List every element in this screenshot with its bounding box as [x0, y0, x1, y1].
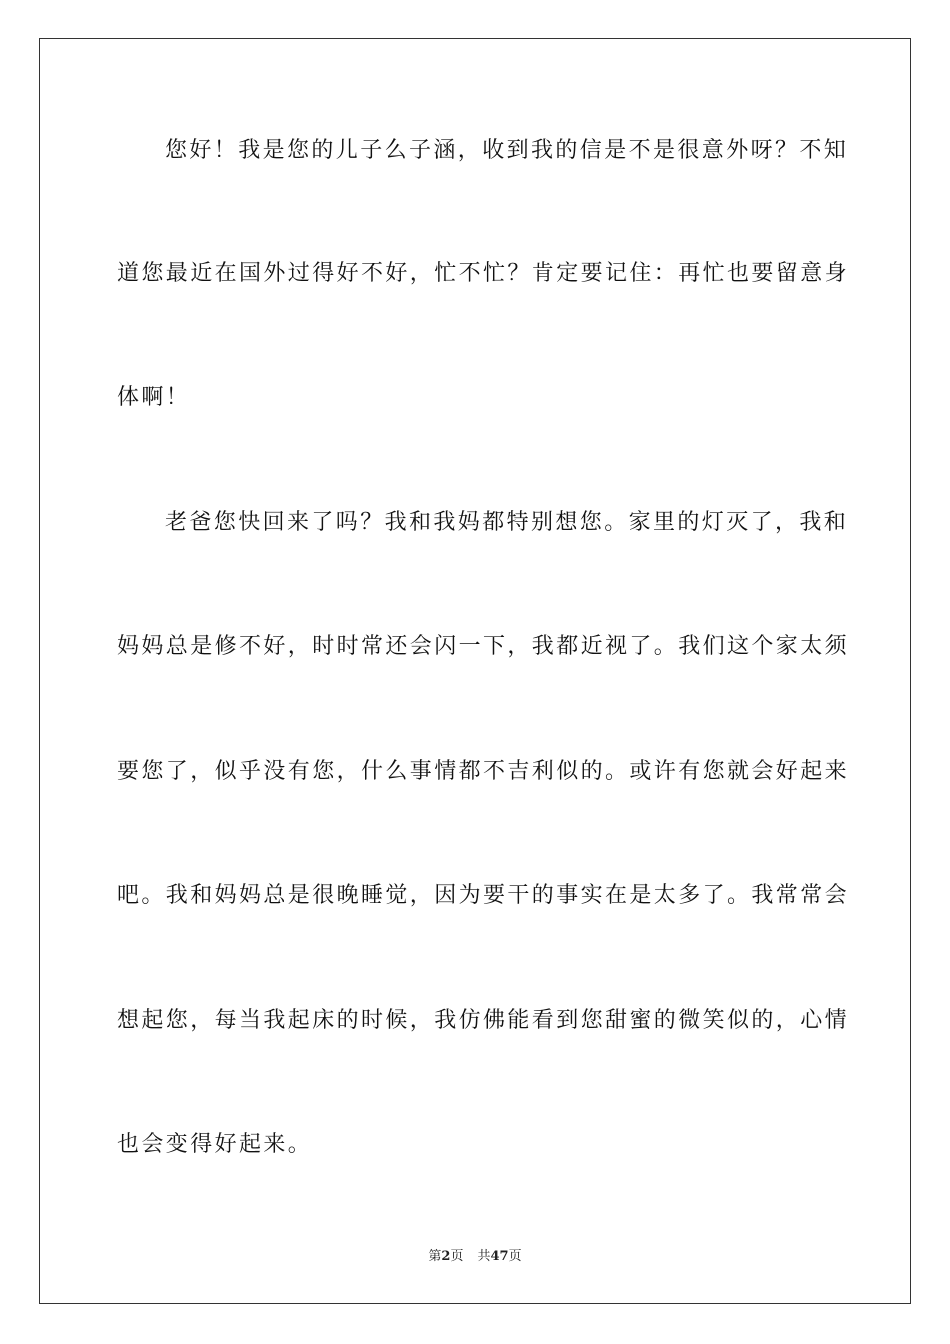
paragraph-2-line-6: 也会变得好起来。 — [117, 1132, 313, 1157]
footer-page-number: 2 — [441, 1249, 451, 1264]
paragraph-2-line-4: 吧。我和妈妈总是很晚睡觉，因为要干的事实在是太多了。我常常会 — [117, 883, 850, 908]
page-border — [39, 38, 911, 1304]
footer-total-pages: 47 — [490, 1249, 509, 1264]
footer-total-prefix: 共 — [477, 1249, 491, 1264]
paragraph-1-line-2: 道您最近在国外过得好不好，忙不忙？肯定要记住：再忙也要留意身 — [117, 261, 850, 286]
paragraph-2-line-5: 想起您，每当我起床的时候，我仿佛能看到您甜蜜的微笑似的，心情 — [117, 1008, 850, 1033]
paragraph-2-line-2: 妈妈总是修不好，时时常还会闪一下，我都近视了。我们这个家太须 — [117, 634, 850, 659]
paragraph-2-line-3: 要您了，似乎没有您，什么事情都不吉利似的。或许有您就会好起来 — [117, 759, 850, 784]
footer-page-prefix: 第 — [428, 1249, 442, 1264]
page-footer — [0, 1248, 950, 1266]
paragraph-1-line-1: 您好！我是您的儿子么子涵，收到我的信是不是很意外呀？不知 — [165, 138, 849, 163]
footer-total-suffix: 页 — [508, 1249, 522, 1264]
paragraph-1-line-3: 体啊！ — [117, 385, 191, 410]
footer-page-suffix: 页 — [450, 1249, 464, 1264]
paragraph-2-line-1: 老爸您快回来了吗？我和我妈都特别想您。家里的灯灭了，我和 — [165, 510, 849, 535]
